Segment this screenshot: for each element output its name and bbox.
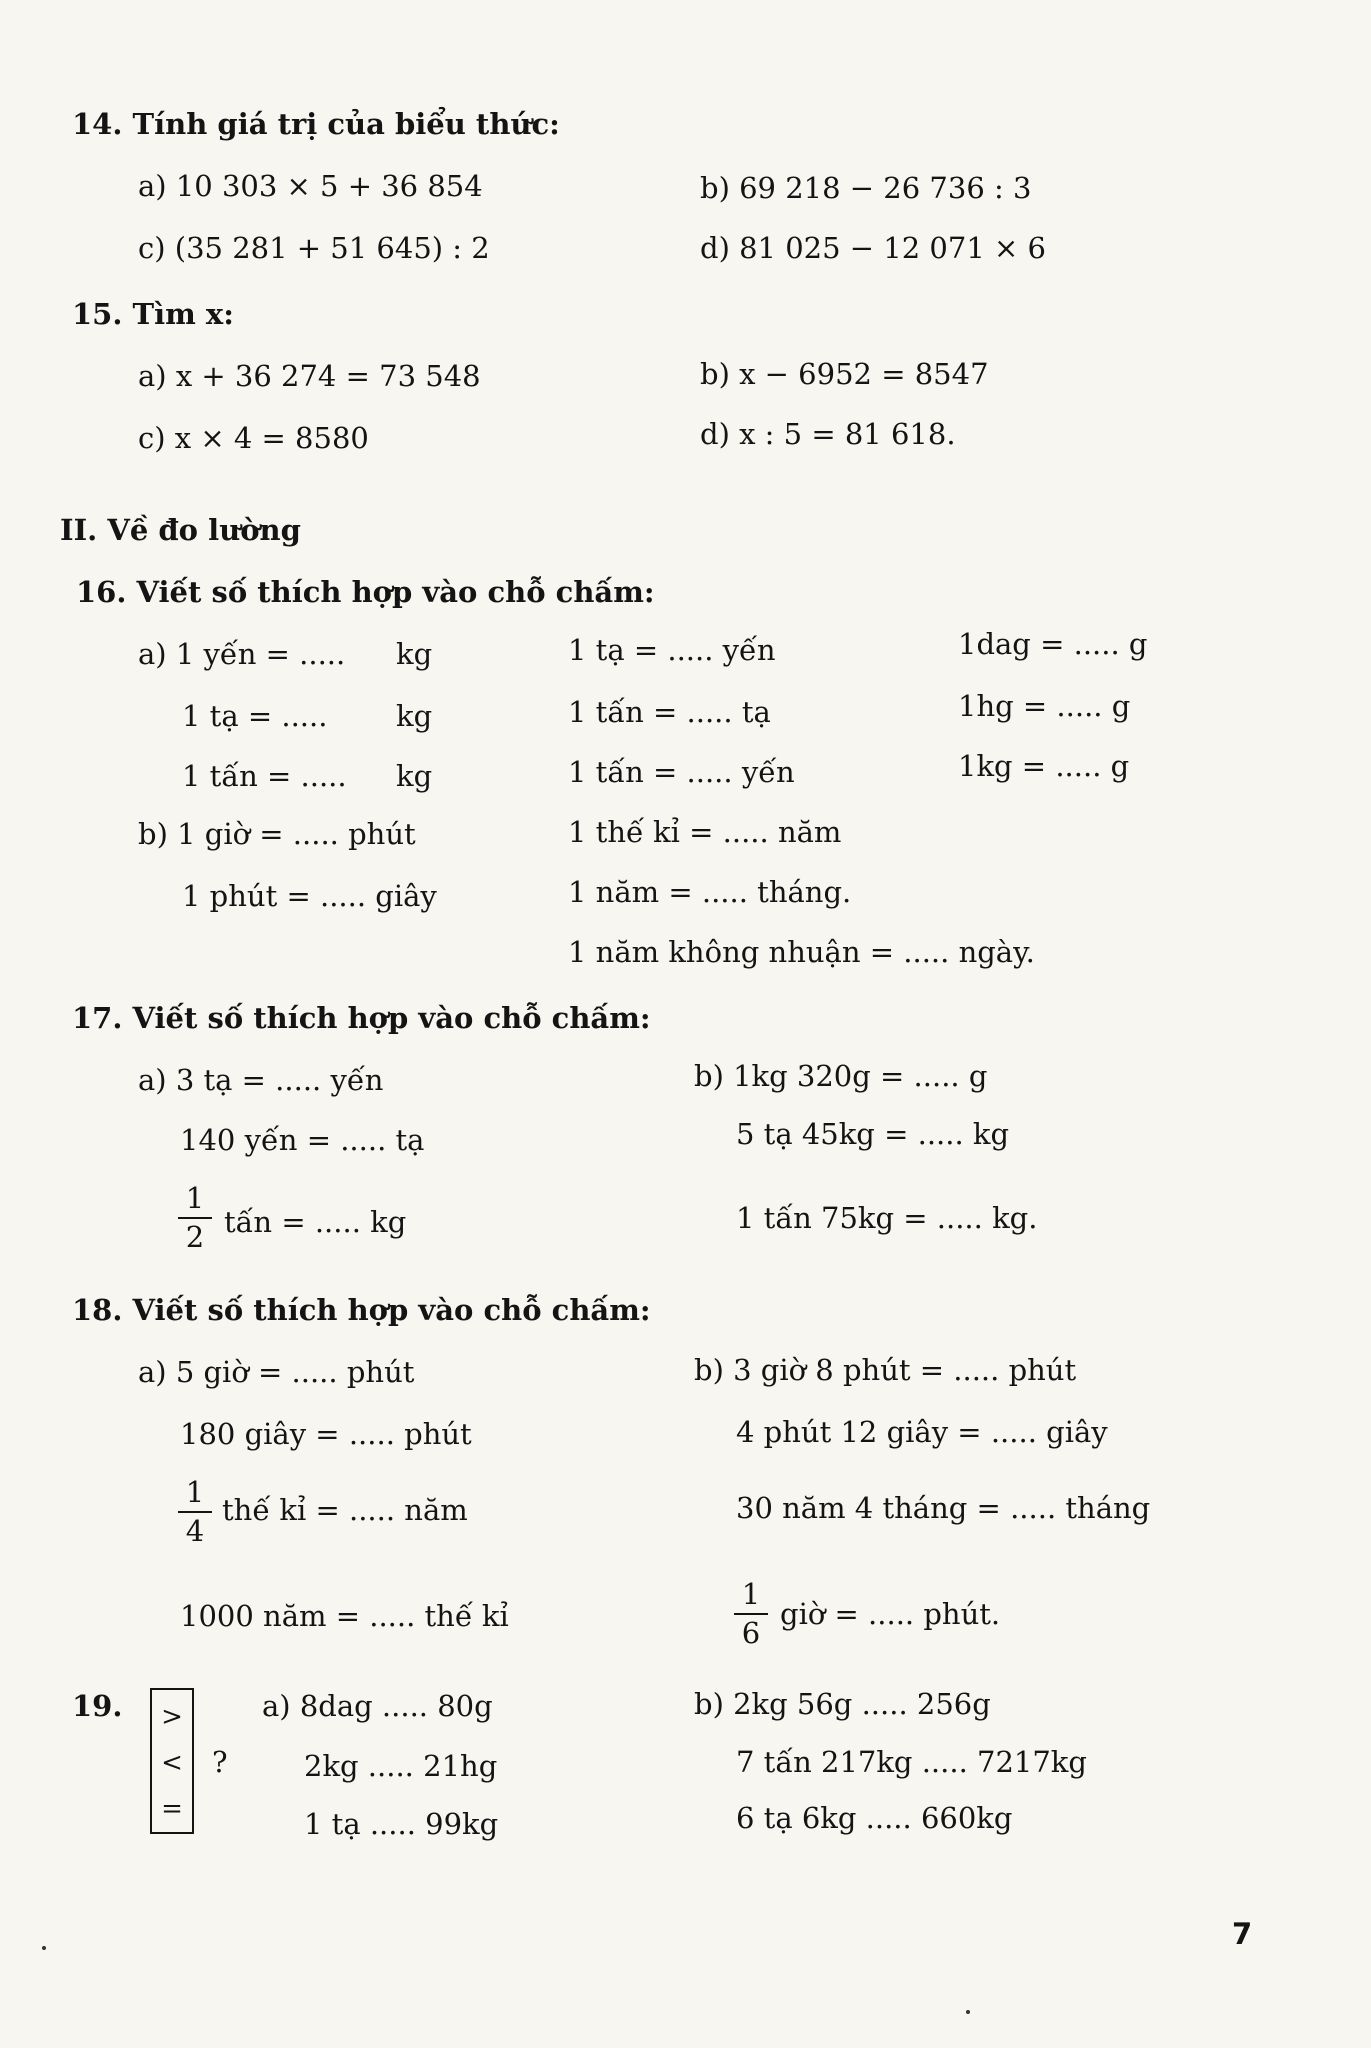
q16-b2c2: 1 năm = ..... tháng. [568,875,852,909]
q17-b1: b) 1kg 320g = ..... g [694,1059,988,1093]
fraction-denominator: 2 [185,1220,205,1254]
q18-a2: 180 giây = ..... phút [180,1417,472,1451]
q16-b1c1: b) 1 giờ = ..... phút [138,817,416,851]
q14-d: d) 81 025 − 12 071 × 6 [700,231,1046,265]
q17-title: 17. Viết số thích hợp vào chỗ chấm: [72,1001,651,1035]
q18-b4: giờ = ..... phút. [780,1597,1001,1631]
q14-b: b) 69 218 − 26 736 : 3 [700,171,1032,205]
q16-title: 16. Viết số thích hợp vào chỗ chấm: [76,575,655,609]
q18-a1: a) 5 giờ = ..... phút [138,1355,415,1389]
fraction-bar [178,1511,212,1513]
q17-a1: a) 3 tạ = ..... yến [138,1063,384,1097]
q16-b3c2: 1 năm không nhuận = ..... ngày. [568,935,1035,969]
q18-title: 18. Viết số thích hợp vào chỗ chấm: [72,1293,651,1327]
q16-r2c1: 1 tạ = ..... [182,699,328,733]
q15-c: c) x × 4 = 8580 [138,421,369,455]
fraction-bar [178,1217,212,1219]
q16-r1c2: 1 tạ = ..... yến [568,633,776,667]
q19-b3: 6 tạ 6kg ..... 660kg [736,1801,1013,1835]
q16-r2c1-unit: kg [396,699,433,733]
question-mark: ? [212,1745,228,1779]
q18-a4: 1000 năm = ..... thế kỉ [180,1599,509,1633]
q15-title: 15. Tìm x: [72,297,234,331]
q14-title: 14. Tính giá trị của biểu thức: [72,107,560,141]
q17-a3-fraction [178,1181,212,1254]
q14-a: a) 10 303 × 5 + 36 854 [138,169,483,203]
page-number: 7 [1232,1917,1253,1951]
comparison-symbol-box [150,1688,194,1834]
q19-a2: 2kg ..... 21hg [304,1749,498,1783]
section-heading: II. Về đo lường [60,513,301,547]
fraction-bar [734,1613,768,1615]
q16-r1c1-unit: kg [396,637,433,671]
q17-a3: tấn = ..... kg [224,1205,407,1239]
fraction-denominator: 4 [185,1514,205,1548]
print-speck [966,2010,970,2014]
greater-than-symbol: > [161,1702,183,1732]
less-than-symbol: < [161,1748,183,1778]
q18-b1: b) 3 giờ 8 phút = ..... phút [694,1353,1077,1387]
q18-a3: thế kỉ = ..... năm [222,1493,468,1527]
fraction-numerator: 1 [741,1577,761,1611]
q17-b2: 5 tạ 45kg = ..... kg [736,1117,1010,1151]
q16-b2c1: 1 phút = ..... giây [182,879,437,913]
q16-b1c2: 1 thế kỉ = ..... năm [568,815,842,849]
q17-a2: 140 yến = ..... tạ [180,1123,425,1157]
q19-number: 19. [72,1689,123,1723]
q16-r2c3: 1hg = ..... g [958,689,1131,723]
equals-symbol: = [161,1794,183,1824]
q19-a1: a) 8dag ..... 80g [262,1689,493,1723]
q14-c: c) (35 281 + 51 645) : 2 [138,231,490,265]
fraction-denominator: 6 [741,1616,761,1650]
q15-b: b) x − 6952 = 8547 [700,357,989,391]
fraction-numerator: 1 [185,1181,205,1215]
q18-b2: 4 phút 12 giây = ..... giây [736,1415,1108,1449]
q16-r2c2: 1 tấn = ..... tạ [568,695,771,729]
fraction-numerator: 1 [185,1475,205,1509]
q16-r3c3: 1kg = ..... g [958,749,1130,783]
q18-a3-fraction [178,1475,212,1548]
q16-r1c1: a) 1 yến = ..... [138,637,346,671]
q15-d: d) x : 5 = 81 618. [700,417,956,451]
q19-a3: 1 tạ ..... 99kg [304,1807,499,1841]
q16-r3c1-unit: kg [396,759,433,793]
q15-a: a) x + 36 274 = 73 548 [138,359,481,393]
q17-b3: 1 tấn 75kg = ..... kg. [736,1201,1038,1235]
q19-b2: 7 tấn 217kg ..... 7217kg [736,1745,1087,1779]
q19-b1: b) 2kg 56g ..... 256g [694,1687,991,1721]
q18-b3: 30 năm 4 tháng = ..... tháng [736,1491,1151,1525]
print-speck [42,1946,46,1950]
q18-b4-fraction [734,1577,768,1650]
q16-r3c2: 1 tấn = ..... yến [568,755,795,789]
q16-r3c1: 1 tấn = ..... [182,759,347,793]
q16-r1c3: 1dag = ..... g [958,627,1148,661]
